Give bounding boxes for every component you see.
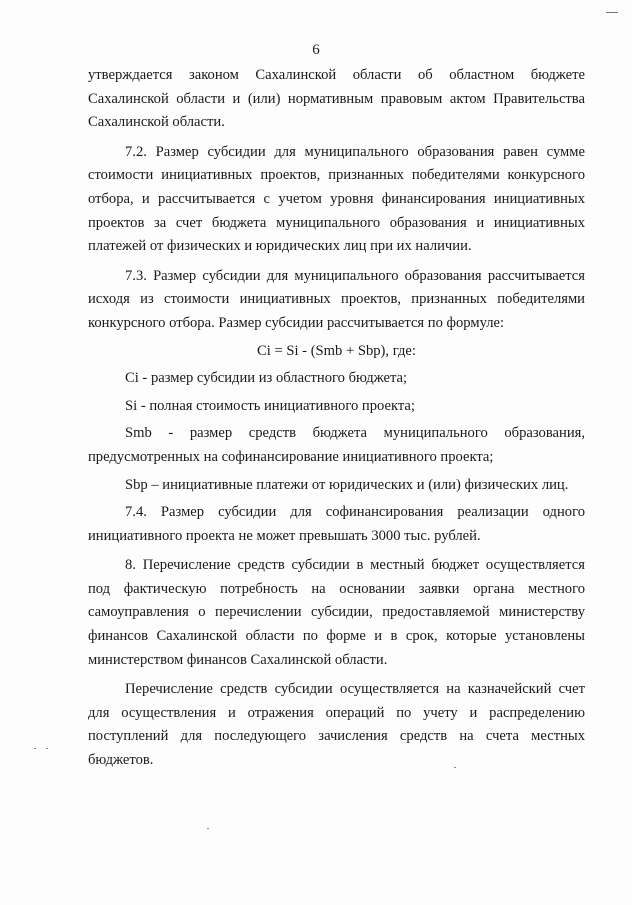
paragraph-8: 8. Перечисление средств субсидии в местный бюджет осуществляется под фактическую потребность на основании заявки органа местного самоуправления о перечислении субсидии, предоставляемой министерству финансов Сахалинской области по форме и в срок, которые установлены министерством финансов Сахалинской области. <box>88 557 585 668</box>
paragraph-transfer: Перечисление средств субсидии осуществляется на казначейский счет для осуществления и отражения операций по учету и распределению поступлений для последующего зачисления средств на счета местных бюджетов. <box>88 681 585 769</box>
scan-artifact-dot <box>207 828 209 829</box>
scan-artifact-dot <box>454 767 456 768</box>
paragraph-7-4: 7.4. Размер субсидии для софинансирования реализации одного инициативного проекта не может превышать 3000 тыс. рублей. <box>88 504 585 544</box>
definition-ci: Ci - размер субсидии из областного бюджета; <box>125 370 408 387</box>
scan-artifact-dot <box>46 748 48 749</box>
paragraph-7-2: 7.2. Размер субсидии для муниципального образования равен сумме стоимости инициативных проектов, признанных победителями конкурсного отбора, и рассчитывается с учетом уровня финансирования инициативных проектов за счет бюджета муниципального образования и инициативных платежей от физических и юридических лиц при их наличии. <box>88 143 585 255</box>
definition-smb: Smb - размер средств бюджета муниципального образования, предусмотренных на софинансирование инициативного проекта; <box>88 425 585 465</box>
definition-sbp: Sbp – инициативные платежи от юридических и (или) физических лиц. <box>125 476 569 493</box>
paragraph-continuation: утверждается законом Сахалинской области об областном бюджете Сахалинской области и (или) нормативным правовым актом Правительства Сахалинской области. <box>88 67 585 131</box>
formula: Ci = Si - (Smb + Sbp), где: <box>257 342 416 359</box>
paragraph-7-3: 7.3. Размер субсидии для муниципального образования рассчитывается исходя из стоимости инициативных проектов, признанных победителями конкурсного отбора. Размер субсидии рассчитывается по формуле: <box>88 267 585 331</box>
definition-si: Si - полная стоимость инициативного проекта; <box>125 397 415 414</box>
scan-artifact-mark <box>606 12 618 13</box>
document-body <box>88 64 585 779</box>
scan-artifact-dot <box>34 748 36 749</box>
page-number: 6 <box>312 42 320 58</box>
